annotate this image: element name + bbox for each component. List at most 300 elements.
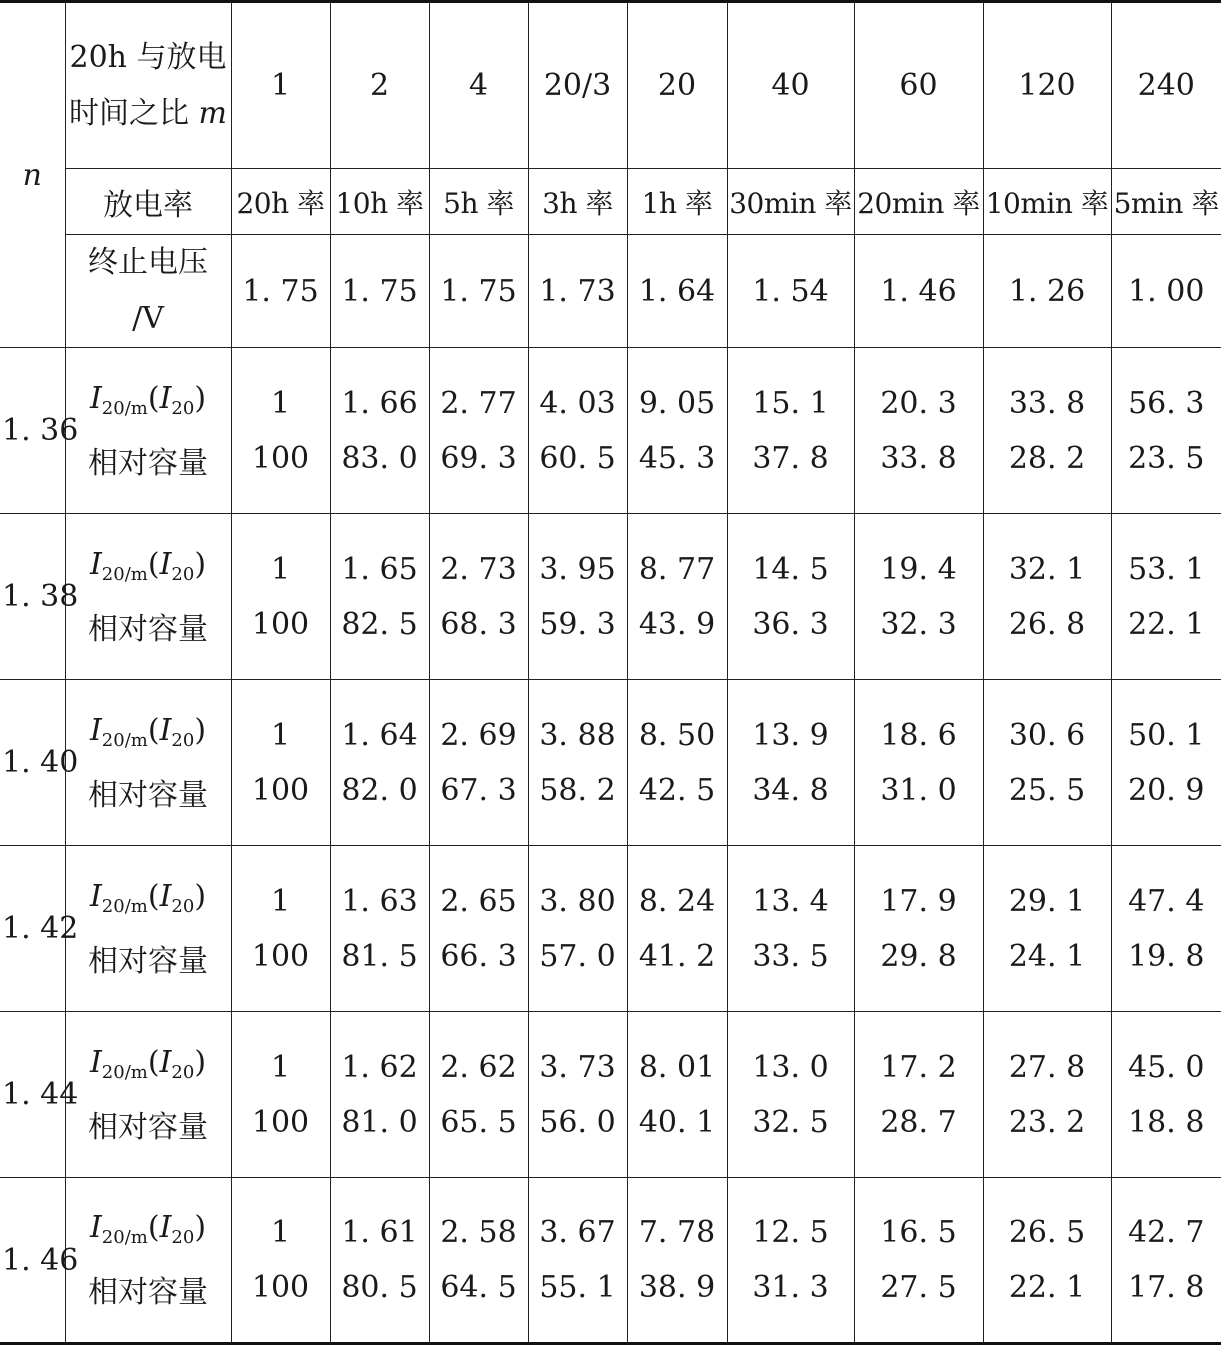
current-symbol: I [90,381,102,416]
current-value: 7. 78 [628,1205,727,1260]
voltage-value: 1. 73 [539,274,615,309]
n-value-cell [0,1012,65,1178]
value-cell [627,348,727,514]
value-cell [983,514,1111,680]
m-value: 2 [370,68,389,103]
paren-open: ( [148,547,160,582]
current-symbol: I [160,381,172,416]
n-value: 1. 44 [2,1077,78,1112]
capacity-value: 31. 3 [728,1260,854,1315]
n-header-label: n [23,158,42,193]
header-row-rate [0,169,1221,235]
header-row-voltage [0,235,1221,348]
voltage-value-cell [983,235,1111,348]
value-cell [1111,1178,1221,1344]
capacity-value: 41. 2 [628,929,727,984]
current-value: 29. 1 [984,874,1111,929]
rate-value: 30min 率 [729,187,852,220]
value-cell [1111,348,1221,514]
capacity-value: 69. 3 [430,431,528,486]
voltage-value: 1. 46 [880,274,956,309]
value-cell [330,1012,429,1178]
value-cell [330,846,429,1012]
current-value: 42. 7 [1112,1205,1221,1260]
current-value: 1 [232,874,330,929]
current-value: 1. 61 [331,1205,429,1260]
voltage-value: 1. 64 [639,274,715,309]
n-value: 1. 36 [2,413,78,448]
current-value: 2. 58 [430,1205,528,1260]
current-symbol: I [160,879,172,914]
current-value: 20. 3 [855,376,983,431]
capacity-value: 65. 5 [430,1095,528,1150]
paren-open: ( [148,713,160,748]
capacity-value: 100 [232,1095,330,1150]
capacity-value: 100 [232,1260,330,1315]
m-value: 60 [899,68,937,103]
capacity-value: 22. 1 [984,1260,1111,1315]
capacity-value: 33. 8 [855,431,983,486]
capacity-value: 82. 0 [331,763,429,818]
n-value-cell [0,1178,65,1344]
value-cell [528,846,627,1012]
rate-value: 20min 率 [857,187,980,220]
current-value: 13. 4 [728,874,854,929]
value-cell [727,680,854,846]
rate-value: 20h 率 [236,187,324,220]
value-cell [231,846,330,1012]
capacity-value: 18. 8 [1112,1095,1221,1150]
capacity-label: 相对容量 [66,602,231,657]
capacity-value: 55. 1 [529,1260,627,1315]
current-value: 18. 6 [855,708,983,763]
current-value: 2. 77 [430,376,528,431]
current-value: 32. 1 [984,542,1111,597]
n-value-cell [0,846,65,1012]
value-cell [429,846,528,1012]
value-cell [1111,514,1221,680]
current-value: 2. 62 [430,1040,528,1095]
capacity-value: 59. 3 [529,597,627,652]
capacity-value: 28. 7 [855,1095,983,1150]
current-symbol: I [90,1045,102,1080]
current-value: 9. 05 [628,376,727,431]
voltage-value: 1. 00 [1128,274,1204,309]
current-value: 1. 63 [331,874,429,929]
capacity-value: 26. 8 [984,597,1111,652]
current-value: 13. 0 [728,1040,854,1095]
current-subscript: 20/m [102,896,148,917]
rate-header-label: 放电率 [103,188,193,223]
value-cell [854,1178,983,1344]
value-cell [528,348,627,514]
value-cell [231,1012,330,1178]
current-value: 1. 66 [331,376,429,431]
capacity-value: 81. 0 [331,1095,429,1150]
rate-value-cell [1111,169,1221,235]
capacity-value: 37. 8 [728,431,854,486]
value-cell [727,1012,854,1178]
value-cell [627,1012,727,1178]
capacity-value: 83. 0 [331,431,429,486]
current-value: 27. 8 [984,1040,1111,1095]
m-value-cell [528,2,627,169]
rate-value: 10h 率 [335,187,423,220]
capacity-value: 24. 1 [984,929,1111,984]
paren-close: ) [194,1045,206,1080]
capacity-value: 23. 5 [1112,431,1221,486]
capacity-label: 相对容量 [66,768,231,823]
voltage-value-cell [231,235,330,348]
m-value: 20/3 [544,68,611,103]
value-cell [429,1012,528,1178]
paren-close: ) [194,1210,206,1245]
n-value-cell [0,348,65,514]
capacity-value: 17. 8 [1112,1260,1221,1315]
voltage-value-cell [1111,235,1221,348]
value-cell [983,680,1111,846]
capacity-value: 32. 3 [855,597,983,652]
n-value: 1. 46 [2,1243,78,1278]
current-label [66,1200,231,1265]
capacity-value: 19. 8 [1112,929,1221,984]
m-value: 120 [1018,68,1075,103]
capacity-value: 56. 0 [529,1095,627,1150]
capacity-label: 相对容量 [66,436,231,491]
m-value-cell [854,2,983,169]
capacity-value: 68. 3 [430,597,528,652]
rate-value-cell [727,169,854,235]
data-row [0,1178,1221,1344]
value-cell [983,1012,1111,1178]
current-value: 3. 73 [529,1040,627,1095]
current-value: 53. 1 [1112,542,1221,597]
rate-value: 5h 率 [443,187,514,220]
paren-close: ) [194,381,206,416]
value-cell [727,348,854,514]
current-subscript: 20 [171,1227,194,1248]
capacity-label: 相对容量 [66,1100,231,1155]
current-value: 8. 50 [628,708,727,763]
capacity-value: 31. 0 [855,763,983,818]
capacity-value: 33. 5 [728,929,854,984]
current-symbol: I [90,1210,102,1245]
current-label [66,537,231,602]
current-subscript: 20/m [102,1227,148,1248]
value-cell [429,348,528,514]
capacity-value: 32. 5 [728,1095,854,1150]
row-label-cell [65,1012,231,1178]
m-value-cell [1111,2,1221,169]
current-symbol: I [160,1045,172,1080]
current-value: 3. 67 [529,1205,627,1260]
value-cell [429,1178,528,1344]
rate-value: 5min 率 [1114,187,1219,220]
n-value-cell [0,680,65,846]
row-label-cell [65,514,231,680]
current-value: 17. 9 [855,874,983,929]
value-cell [854,1012,983,1178]
value-cell [983,846,1111,1012]
current-symbol: I [90,879,102,914]
value-cell [627,1178,727,1344]
current-subscript: 20 [171,896,194,917]
m-header-cell [65,2,231,169]
value-cell [528,1012,627,1178]
m-value: 1 [271,68,290,103]
voltage-value-cell [429,235,528,348]
current-value: 3. 80 [529,874,627,929]
voltage-value: 1. 54 [752,274,828,309]
value-cell [854,680,983,846]
capacity-value: 38. 9 [628,1260,727,1315]
voltage-value-cell [727,235,854,348]
current-subscript: 20 [171,398,194,419]
voltage-value: 1. 75 [242,274,318,309]
rate-value-cell [330,169,429,235]
voltage-value-cell [330,235,429,348]
current-value: 8. 01 [628,1040,727,1095]
current-value: 33. 8 [984,376,1111,431]
current-value: 50. 1 [1112,708,1221,763]
paren-open: ( [148,1045,160,1080]
capacity-value: 28. 2 [984,431,1111,486]
value-cell [854,348,983,514]
capacity-value: 67. 3 [430,763,528,818]
current-value: 47. 4 [1112,874,1221,929]
value-cell [330,1178,429,1344]
current-value: 12. 5 [728,1205,854,1260]
current-value: 2. 65 [430,874,528,929]
current-value: 15. 1 [728,376,854,431]
capacity-value: 43. 9 [628,597,727,652]
current-symbol: I [90,547,102,582]
data-row [0,514,1221,680]
voltage-value-cell [854,235,983,348]
m-value: 4 [469,68,488,103]
current-subscript: 20 [171,564,194,585]
capacity-value: 60. 5 [529,431,627,486]
value-cell [231,348,330,514]
value-cell [627,680,727,846]
n-header-cell [0,2,65,348]
current-value: 13. 9 [728,708,854,763]
row-label-cell [65,680,231,846]
current-value: 14. 5 [728,542,854,597]
capacity-value: 25. 5 [984,763,1111,818]
paren-open: ( [148,381,160,416]
current-value: 1. 64 [331,708,429,763]
paren-open: ( [148,879,160,914]
capacity-value: 36. 3 [728,597,854,652]
capacity-value: 100 [232,431,330,486]
rate-value-cell [528,169,627,235]
value-cell [330,680,429,846]
rate-value-cell [627,169,727,235]
data-row [0,1012,1221,1178]
value-cell [627,514,727,680]
current-subscript: 20/m [102,1062,148,1083]
data-row [0,846,1221,1012]
rate-value: 3h 率 [542,187,613,220]
current-label [66,371,231,436]
current-value: 3. 95 [529,542,627,597]
current-value: 19. 4 [855,542,983,597]
rate-value: 1h 率 [642,187,713,220]
capacity-value: 22. 1 [1112,597,1221,652]
value-cell [854,846,983,1012]
m-value-cell [727,2,854,169]
current-symbol: I [90,713,102,748]
data-row [0,680,1221,846]
m-header-text: 20h 与放电时间之比 [69,40,227,131]
paren-close: ) [194,879,206,914]
rate-value-cell [983,169,1111,235]
current-label [66,1035,231,1100]
capacity-value: 27. 5 [855,1260,983,1315]
capacity-value: 40. 1 [628,1095,727,1150]
value-cell [330,348,429,514]
value-cell [1111,680,1221,846]
n-value: 1. 40 [2,745,78,780]
value-cell [1111,1012,1221,1178]
capacity-value: 66. 3 [430,929,528,984]
voltage-value-cell [528,235,627,348]
current-symbol: I [160,713,172,748]
capacity-label: 相对容量 [66,934,231,989]
rate-value-cell [854,169,983,235]
current-subscript: 20/m [102,730,148,751]
value-cell [1111,846,1221,1012]
value-cell [429,514,528,680]
capacity-value: 57. 0 [529,929,627,984]
value-cell [231,514,330,680]
paren-close: ) [194,713,206,748]
capacity-value: 82. 5 [331,597,429,652]
value-cell [528,1178,627,1344]
current-value: 1. 62 [331,1040,429,1095]
value-cell [727,514,854,680]
value-cell [231,680,330,846]
capacity-value: 29. 8 [855,929,983,984]
value-cell [429,680,528,846]
n-value-cell [0,514,65,680]
current-symbol: I [160,547,172,582]
capacity-value: 64. 5 [430,1260,528,1315]
m-value-cell [983,2,1111,169]
current-value: 8. 77 [628,542,727,597]
m-value-cell [627,2,727,169]
value-cell [983,348,1111,514]
n-value: 1. 38 [2,579,78,614]
capacity-value: 34. 8 [728,763,854,818]
current-subscript: 20/m [102,564,148,585]
row-label-cell [65,348,231,514]
voltage-header-cell [65,235,231,348]
current-value: 56. 3 [1112,376,1221,431]
rate-value-cell [429,169,528,235]
current-value: 45. 0 [1112,1040,1221,1095]
voltage-value-cell [627,235,727,348]
value-cell [231,1178,330,1344]
value-cell [854,514,983,680]
current-value: 3. 88 [529,708,627,763]
value-cell [528,514,627,680]
capacity-value: 58. 2 [529,763,627,818]
capacity-value: 80. 5 [331,1260,429,1315]
value-cell [727,846,854,1012]
current-value: 1 [232,542,330,597]
current-value: 1. 65 [331,542,429,597]
current-value: 8. 24 [628,874,727,929]
value-cell [528,680,627,846]
capacity-value: 100 [232,597,330,652]
current-value: 1 [232,1040,330,1095]
current-subscript: 20/m [102,398,148,419]
capacity-value: 81. 5 [331,929,429,984]
header-row-m [0,2,1221,169]
capacity-value: 100 [232,929,330,984]
current-value: 26. 5 [984,1205,1111,1260]
rate-value: 10min 率 [986,187,1109,220]
m-value-cell [231,2,330,169]
m-value: 40 [771,68,809,103]
m-value-cell [330,2,429,169]
data-row [0,348,1221,514]
value-cell [727,1178,854,1344]
current-value: 2. 73 [430,542,528,597]
n-value: 1. 42 [2,911,78,946]
capacity-value: 42. 5 [628,763,727,818]
m-value: 240 [1138,68,1195,103]
value-cell [627,846,727,1012]
capacity-value: 20. 9 [1112,763,1221,818]
current-value: 2. 69 [430,708,528,763]
current-symbol: I [160,1210,172,1245]
m-header-var: m [199,96,227,131]
current-value: 1 [232,708,330,763]
value-cell [330,514,429,680]
rate-header-cell [65,169,231,235]
current-value: 1 [232,376,330,431]
m-value: 20 [658,68,696,103]
current-label [66,703,231,768]
paren-open: ( [148,1210,160,1245]
voltage-value: 1. 75 [440,274,516,309]
row-label-cell [65,1178,231,1344]
voltage-header-unit: /V [132,301,164,336]
current-value: 1 [232,1205,330,1260]
current-value: 4. 03 [529,376,627,431]
voltage-header-text: 终止电压 [88,245,208,280]
current-value: 17. 2 [855,1040,983,1095]
current-label [66,869,231,934]
row-label-cell [65,846,231,1012]
current-subscript: 20 [171,1062,194,1083]
rate-value-cell [231,169,330,235]
capacity-value: 100 [232,763,330,818]
current-value: 30. 6 [984,708,1111,763]
voltage-value: 1. 26 [1009,274,1085,309]
value-cell [983,1178,1111,1344]
paren-close: ) [194,547,206,582]
capacity-label: 相对容量 [66,1265,231,1320]
m-value-cell [429,2,528,169]
capacity-value: 45. 3 [628,431,727,486]
capacity-value: 23. 2 [984,1095,1111,1150]
current-subscript: 20 [171,730,194,751]
voltage-value: 1. 75 [341,274,417,309]
